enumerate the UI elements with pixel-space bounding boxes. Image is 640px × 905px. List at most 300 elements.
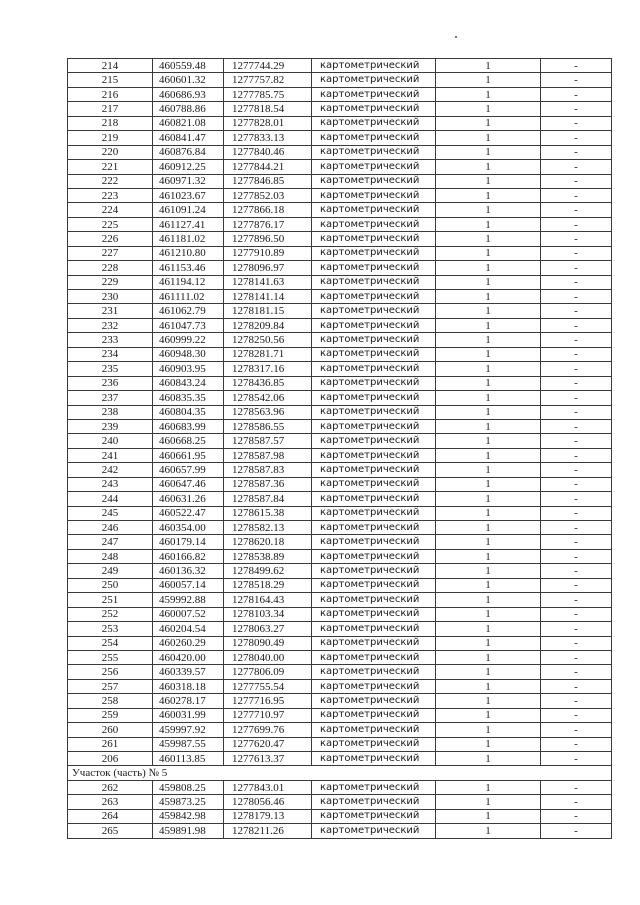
accuracy-cell: 1 — [436, 593, 541, 607]
table-row — [68, 780, 612, 794]
table-row — [68, 622, 612, 636]
x-coordinate-cell: 460876.84 — [153, 145, 224, 159]
note-cell: - — [541, 102, 612, 116]
x-coordinate-cell: 460841.47 — [153, 131, 224, 145]
x-coordinate-cell: 461194.12 — [153, 275, 224, 289]
table-row — [68, 679, 612, 693]
point-number-cell: 259 — [68, 708, 153, 722]
table-row — [68, 160, 612, 174]
table-row — [68, 261, 612, 275]
x-coordinate-cell: 460031.99 — [153, 708, 224, 722]
method-cell: картометрический — [312, 795, 436, 809]
x-coordinate-cell: 460788.86 — [153, 102, 224, 116]
accuracy-cell: 1 — [436, 203, 541, 217]
accuracy-cell: 1 — [436, 492, 541, 506]
x-coordinate-cell: 461047.73 — [153, 318, 224, 332]
note-cell: - — [541, 347, 612, 361]
table-row — [68, 824, 612, 838]
scan-speck — [455, 36, 457, 38]
x-coordinate-cell: 461210.80 — [153, 246, 224, 260]
accuracy-cell: 1 — [436, 650, 541, 664]
table-row — [68, 593, 612, 607]
method-cell: картометрический — [312, 217, 436, 231]
table-row — [68, 275, 612, 289]
point-number-cell: 223 — [68, 188, 153, 202]
note-cell: - — [541, 723, 612, 737]
accuracy-cell: 1 — [436, 549, 541, 563]
method-cell: картометрический — [312, 809, 436, 823]
point-number-cell: 228 — [68, 261, 153, 275]
y-coordinate-cell: 1278620.18 — [224, 535, 312, 549]
accuracy-cell: 1 — [436, 391, 541, 405]
table-row — [68, 492, 612, 506]
point-number-cell: 225 — [68, 217, 153, 231]
method-cell: картометрический — [312, 708, 436, 722]
table-row — [68, 737, 612, 751]
accuracy-cell: 1 — [436, 535, 541, 549]
point-number-cell: 255 — [68, 650, 153, 664]
accuracy-cell: 1 — [436, 102, 541, 116]
table-row — [68, 405, 612, 419]
y-coordinate-cell: 1277876.17 — [224, 217, 312, 231]
accuracy-cell: 1 — [436, 737, 541, 751]
note-cell: - — [541, 578, 612, 592]
accuracy-cell: 1 — [436, 304, 541, 318]
point-number-cell: 214 — [68, 59, 153, 73]
point-number-cell: 253 — [68, 622, 153, 636]
accuracy-cell: 1 — [436, 679, 541, 693]
x-coordinate-cell: 459891.98 — [153, 824, 224, 838]
method-cell: картометрический — [312, 492, 436, 506]
note-cell: - — [541, 87, 612, 101]
y-coordinate-cell: 1278436.85 — [224, 376, 312, 390]
note-cell: - — [541, 463, 612, 477]
method-cell: картометрический — [312, 564, 436, 578]
note-cell: - — [541, 304, 612, 318]
x-coordinate-cell: 459842.98 — [153, 809, 224, 823]
accuracy-cell: 1 — [436, 290, 541, 304]
note-cell: - — [541, 376, 612, 390]
note-cell: - — [541, 145, 612, 159]
note-cell: - — [541, 679, 612, 693]
y-coordinate-cell: 1278103.34 — [224, 607, 312, 621]
point-number-cell: 248 — [68, 549, 153, 563]
accuracy-cell: 1 — [436, 506, 541, 520]
coordinates-table — [67, 58, 612, 839]
point-number-cell: 243 — [68, 477, 153, 491]
x-coordinate-cell: 460661.95 — [153, 448, 224, 462]
accuracy-cell: 1 — [436, 333, 541, 347]
method-cell: картометрический — [312, 824, 436, 838]
y-coordinate-cell: 1278141.63 — [224, 275, 312, 289]
point-number-cell: 218 — [68, 116, 153, 130]
method-cell: картометрический — [312, 506, 436, 520]
method-cell: картометрический — [312, 145, 436, 159]
note-cell: - — [541, 737, 612, 751]
point-number-cell: 224 — [68, 203, 153, 217]
note-cell: - — [541, 59, 612, 73]
method-cell: картометрический — [312, 679, 436, 693]
method-cell: картометрический — [312, 405, 436, 419]
x-coordinate-cell: 460631.26 — [153, 492, 224, 506]
note-cell: - — [541, 824, 612, 838]
table-row — [68, 318, 612, 332]
point-number-cell: 247 — [68, 535, 153, 549]
accuracy-cell: 1 — [436, 521, 541, 535]
y-coordinate-cell: 1277710.97 — [224, 708, 312, 722]
method-cell: картометрический — [312, 578, 436, 592]
method-cell: картометрический — [312, 419, 436, 433]
method-cell: картометрический — [312, 463, 436, 477]
x-coordinate-cell: 460647.46 — [153, 477, 224, 491]
note-cell: - — [541, 809, 612, 823]
table-row — [68, 607, 612, 621]
note-cell: - — [541, 246, 612, 260]
point-number-cell: 238 — [68, 405, 153, 419]
y-coordinate-cell: 1277840.46 — [224, 145, 312, 159]
note-cell: - — [541, 492, 612, 506]
point-number-cell: 249 — [68, 564, 153, 578]
x-coordinate-cell: 460057.14 — [153, 578, 224, 592]
point-number-cell: 241 — [68, 448, 153, 462]
x-coordinate-cell: 459808.25 — [153, 780, 224, 794]
y-coordinate-cell: 1277866.18 — [224, 203, 312, 217]
point-number-cell: 216 — [68, 87, 153, 101]
y-coordinate-cell: 1278181.15 — [224, 304, 312, 318]
note-cell: - — [541, 160, 612, 174]
y-coordinate-cell: 1278317.16 — [224, 362, 312, 376]
x-coordinate-cell: 459997.92 — [153, 723, 224, 737]
note-cell: - — [541, 333, 612, 347]
y-coordinate-cell: 1277806.09 — [224, 665, 312, 679]
note-cell: - — [541, 780, 612, 794]
table-row — [68, 174, 612, 188]
x-coordinate-cell: 459873.25 — [153, 795, 224, 809]
point-number-cell: 237 — [68, 391, 153, 405]
point-number-cell: 245 — [68, 506, 153, 520]
point-number-cell: 221 — [68, 160, 153, 174]
accuracy-cell: 1 — [436, 477, 541, 491]
x-coordinate-cell: 459987.55 — [153, 737, 224, 751]
method-cell: картометрический — [312, 521, 436, 535]
point-number-cell: 250 — [68, 578, 153, 592]
table-row — [68, 448, 612, 462]
note-cell: - — [541, 694, 612, 708]
method-cell: картометрический — [312, 246, 436, 260]
accuracy-cell: 1 — [436, 636, 541, 650]
method-cell: картометрический — [312, 593, 436, 607]
x-coordinate-cell: 461062.79 — [153, 304, 224, 318]
accuracy-cell: 1 — [436, 376, 541, 390]
note-cell: - — [541, 188, 612, 202]
y-coordinate-cell: 1277844.21 — [224, 160, 312, 174]
point-number-cell: 239 — [68, 419, 153, 433]
table-row — [68, 87, 612, 101]
x-coordinate-cell: 460843.24 — [153, 376, 224, 390]
point-number-cell: 251 — [68, 593, 153, 607]
accuracy-cell: 1 — [436, 261, 541, 275]
x-coordinate-cell: 460903.95 — [153, 362, 224, 376]
x-coordinate-cell: 461111.02 — [153, 290, 224, 304]
accuracy-cell: 1 — [436, 419, 541, 433]
method-cell: картометрический — [312, 737, 436, 751]
note-cell: - — [541, 261, 612, 275]
point-number-cell: 252 — [68, 607, 153, 621]
point-number-cell: 244 — [68, 492, 153, 506]
accuracy-cell: 1 — [436, 665, 541, 679]
accuracy-cell: 1 — [436, 708, 541, 722]
method-cell: картометрический — [312, 535, 436, 549]
method-cell: картометрический — [312, 116, 436, 130]
accuracy-cell: 1 — [436, 463, 541, 477]
note-cell: - — [541, 362, 612, 376]
accuracy-cell: 1 — [436, 174, 541, 188]
accuracy-cell: 1 — [436, 275, 541, 289]
accuracy-cell: 1 — [436, 795, 541, 809]
point-number-cell: 219 — [68, 131, 153, 145]
accuracy-cell: 1 — [436, 448, 541, 462]
table-row — [68, 752, 612, 766]
table-row — [68, 434, 612, 448]
table-row — [68, 203, 612, 217]
point-number-cell: 261 — [68, 737, 153, 751]
x-coordinate-cell: 460204.54 — [153, 622, 224, 636]
y-coordinate-cell: 1277843.01 — [224, 780, 312, 794]
note-cell: - — [541, 535, 612, 549]
method-cell: картометрический — [312, 477, 436, 491]
table-row — [68, 102, 612, 116]
x-coordinate-cell: 460804.35 — [153, 405, 224, 419]
table-row — [68, 795, 612, 809]
x-coordinate-cell: 460007.52 — [153, 607, 224, 621]
accuracy-cell: 1 — [436, 217, 541, 231]
accuracy-cell: 1 — [436, 405, 541, 419]
point-number-cell: 254 — [68, 636, 153, 650]
table-row — [68, 809, 612, 823]
note-cell: - — [541, 318, 612, 332]
point-number-cell: 215 — [68, 73, 153, 87]
y-coordinate-cell: 1277828.01 — [224, 116, 312, 130]
x-coordinate-cell: 461153.46 — [153, 261, 224, 275]
point-number-cell: 220 — [68, 145, 153, 159]
y-coordinate-cell: 1278250.56 — [224, 333, 312, 347]
x-coordinate-cell: 460318.18 — [153, 679, 224, 693]
accuracy-cell: 1 — [436, 59, 541, 73]
note-cell: - — [541, 521, 612, 535]
point-number-cell: 236 — [68, 376, 153, 390]
accuracy-cell: 1 — [436, 694, 541, 708]
table-row — [68, 723, 612, 737]
method-cell: картометрический — [312, 318, 436, 332]
point-number-cell: 233 — [68, 333, 153, 347]
method-cell: картометрический — [312, 232, 436, 246]
table-row — [68, 333, 612, 347]
note-cell: - — [541, 203, 612, 217]
accuracy-cell: 1 — [436, 723, 541, 737]
note-cell: - — [541, 448, 612, 462]
method-cell: картометрический — [312, 694, 436, 708]
x-coordinate-cell: 461127.41 — [153, 217, 224, 231]
method-cell: картометрический — [312, 304, 436, 318]
coordinates-table-body — [68, 59, 612, 766]
table-row — [68, 477, 612, 491]
method-cell: картометрический — [312, 203, 436, 217]
y-coordinate-cell: 1277744.29 — [224, 59, 312, 73]
x-coordinate-cell: 459992.88 — [153, 593, 224, 607]
point-number-cell: 246 — [68, 521, 153, 535]
table-row — [68, 362, 612, 376]
point-number-cell: 262 — [68, 780, 153, 794]
method-cell: картометрический — [312, 275, 436, 289]
table-row — [68, 636, 612, 650]
y-coordinate-cell: 1278587.36 — [224, 477, 312, 491]
note-cell: - — [541, 622, 612, 636]
y-coordinate-cell: 1278211.26 — [224, 824, 312, 838]
point-number-cell: 257 — [68, 679, 153, 693]
accuracy-cell: 1 — [436, 362, 541, 376]
point-number-cell: 263 — [68, 795, 153, 809]
method-cell: картометрический — [312, 636, 436, 650]
y-coordinate-cell: 1278587.57 — [224, 434, 312, 448]
method-cell: картометрический — [312, 59, 436, 73]
method-cell: картометрический — [312, 290, 436, 304]
method-cell: картометрический — [312, 607, 436, 621]
y-coordinate-cell: 1278063.27 — [224, 622, 312, 636]
method-cell: картометрический — [312, 73, 436, 87]
point-number-cell: 230 — [68, 290, 153, 304]
table-row — [68, 232, 612, 246]
x-coordinate-cell: 460522.47 — [153, 506, 224, 520]
section-header-body — [68, 766, 612, 780]
table-row — [68, 650, 612, 664]
note-cell: - — [541, 434, 612, 448]
table-row — [68, 217, 612, 231]
y-coordinate-cell: 1278281.71 — [224, 347, 312, 361]
note-cell: - — [541, 593, 612, 607]
note-cell: - — [541, 419, 612, 433]
accuracy-cell: 1 — [436, 87, 541, 101]
x-coordinate-cell: 460821.08 — [153, 116, 224, 130]
point-number-cell: 256 — [68, 665, 153, 679]
table-row — [68, 564, 612, 578]
note-cell: - — [541, 564, 612, 578]
y-coordinate-cell: 1278518.29 — [224, 578, 312, 592]
y-coordinate-cell: 1278090.49 — [224, 636, 312, 650]
note-cell: - — [541, 290, 612, 304]
point-number-cell: 229 — [68, 275, 153, 289]
y-coordinate-cell: 1278582.13 — [224, 521, 312, 535]
table-row — [68, 665, 612, 679]
method-cell: картометрический — [312, 347, 436, 361]
table-row — [68, 391, 612, 405]
x-coordinate-cell: 460559.48 — [153, 59, 224, 73]
table-row — [68, 463, 612, 477]
note-cell: - — [541, 73, 612, 87]
section-label: Участок (часть) № 5 — [68, 766, 612, 780]
table-row — [68, 694, 612, 708]
y-coordinate-cell: 1278499.62 — [224, 564, 312, 578]
table-row — [68, 59, 612, 73]
y-coordinate-cell: 1278542.06 — [224, 391, 312, 405]
point-number-cell: 206 — [68, 752, 153, 766]
note-cell: - — [541, 636, 612, 650]
x-coordinate-cell: 460113.85 — [153, 752, 224, 766]
y-coordinate-cell: 1278209.84 — [224, 318, 312, 332]
y-coordinate-cell: 1278056.46 — [224, 795, 312, 809]
y-coordinate-cell: 1278587.83 — [224, 463, 312, 477]
point-number-cell: 227 — [68, 246, 153, 260]
accuracy-cell: 1 — [436, 578, 541, 592]
method-cell: картометрический — [312, 131, 436, 145]
note-cell: - — [541, 131, 612, 145]
y-coordinate-cell: 1278096.97 — [224, 261, 312, 275]
x-coordinate-cell: 460683.99 — [153, 419, 224, 433]
table-row — [68, 549, 612, 563]
note-cell: - — [541, 795, 612, 809]
table-row — [68, 304, 612, 318]
x-coordinate-cell: 460339.57 — [153, 665, 224, 679]
point-number-cell: 264 — [68, 809, 153, 823]
accuracy-cell: 1 — [436, 318, 541, 332]
y-coordinate-cell: 1278179.13 — [224, 809, 312, 823]
table-row — [68, 145, 612, 159]
y-coordinate-cell: 1277755.54 — [224, 679, 312, 693]
note-cell: - — [541, 708, 612, 722]
y-coordinate-cell: 1278538.89 — [224, 549, 312, 563]
point-number-cell: 226 — [68, 232, 153, 246]
y-coordinate-cell: 1277613.37 — [224, 752, 312, 766]
y-coordinate-cell: 1278586.55 — [224, 419, 312, 433]
y-coordinate-cell: 1278587.84 — [224, 492, 312, 506]
note-cell: - — [541, 477, 612, 491]
table-row — [68, 419, 612, 433]
table-row — [68, 246, 612, 260]
note-cell: - — [541, 650, 612, 664]
accuracy-cell: 1 — [436, 145, 541, 159]
table-row — [68, 131, 612, 145]
method-cell: картометрический — [312, 102, 436, 116]
method-cell: картометрический — [312, 160, 436, 174]
x-coordinate-cell: 460601.32 — [153, 73, 224, 87]
method-cell: картометрический — [312, 87, 436, 101]
accuracy-cell: 1 — [436, 434, 541, 448]
method-cell: картометрический — [312, 448, 436, 462]
method-cell: картометрический — [312, 333, 436, 347]
x-coordinate-cell: 460260.29 — [153, 636, 224, 650]
y-coordinate-cell: 1278615.38 — [224, 506, 312, 520]
note-cell: - — [541, 275, 612, 289]
note-cell: - — [541, 506, 612, 520]
note-cell: - — [541, 752, 612, 766]
note-cell: - — [541, 217, 612, 231]
x-coordinate-cell: 460668.25 — [153, 434, 224, 448]
accuracy-cell: 1 — [436, 131, 541, 145]
x-coordinate-cell: 460166.82 — [153, 549, 224, 563]
method-cell: картометрический — [312, 362, 436, 376]
accuracy-cell: 1 — [436, 116, 541, 130]
y-coordinate-cell: 1277757.82 — [224, 73, 312, 87]
table-row — [68, 188, 612, 202]
x-coordinate-cell: 460948.30 — [153, 347, 224, 361]
accuracy-cell: 1 — [436, 809, 541, 823]
y-coordinate-cell: 1277846.85 — [224, 174, 312, 188]
x-coordinate-cell: 460686.93 — [153, 87, 224, 101]
table-row — [68, 535, 612, 549]
point-number-cell: 240 — [68, 434, 153, 448]
table-row — [68, 521, 612, 535]
y-coordinate-cell: 1277833.13 — [224, 131, 312, 145]
table-row — [68, 116, 612, 130]
